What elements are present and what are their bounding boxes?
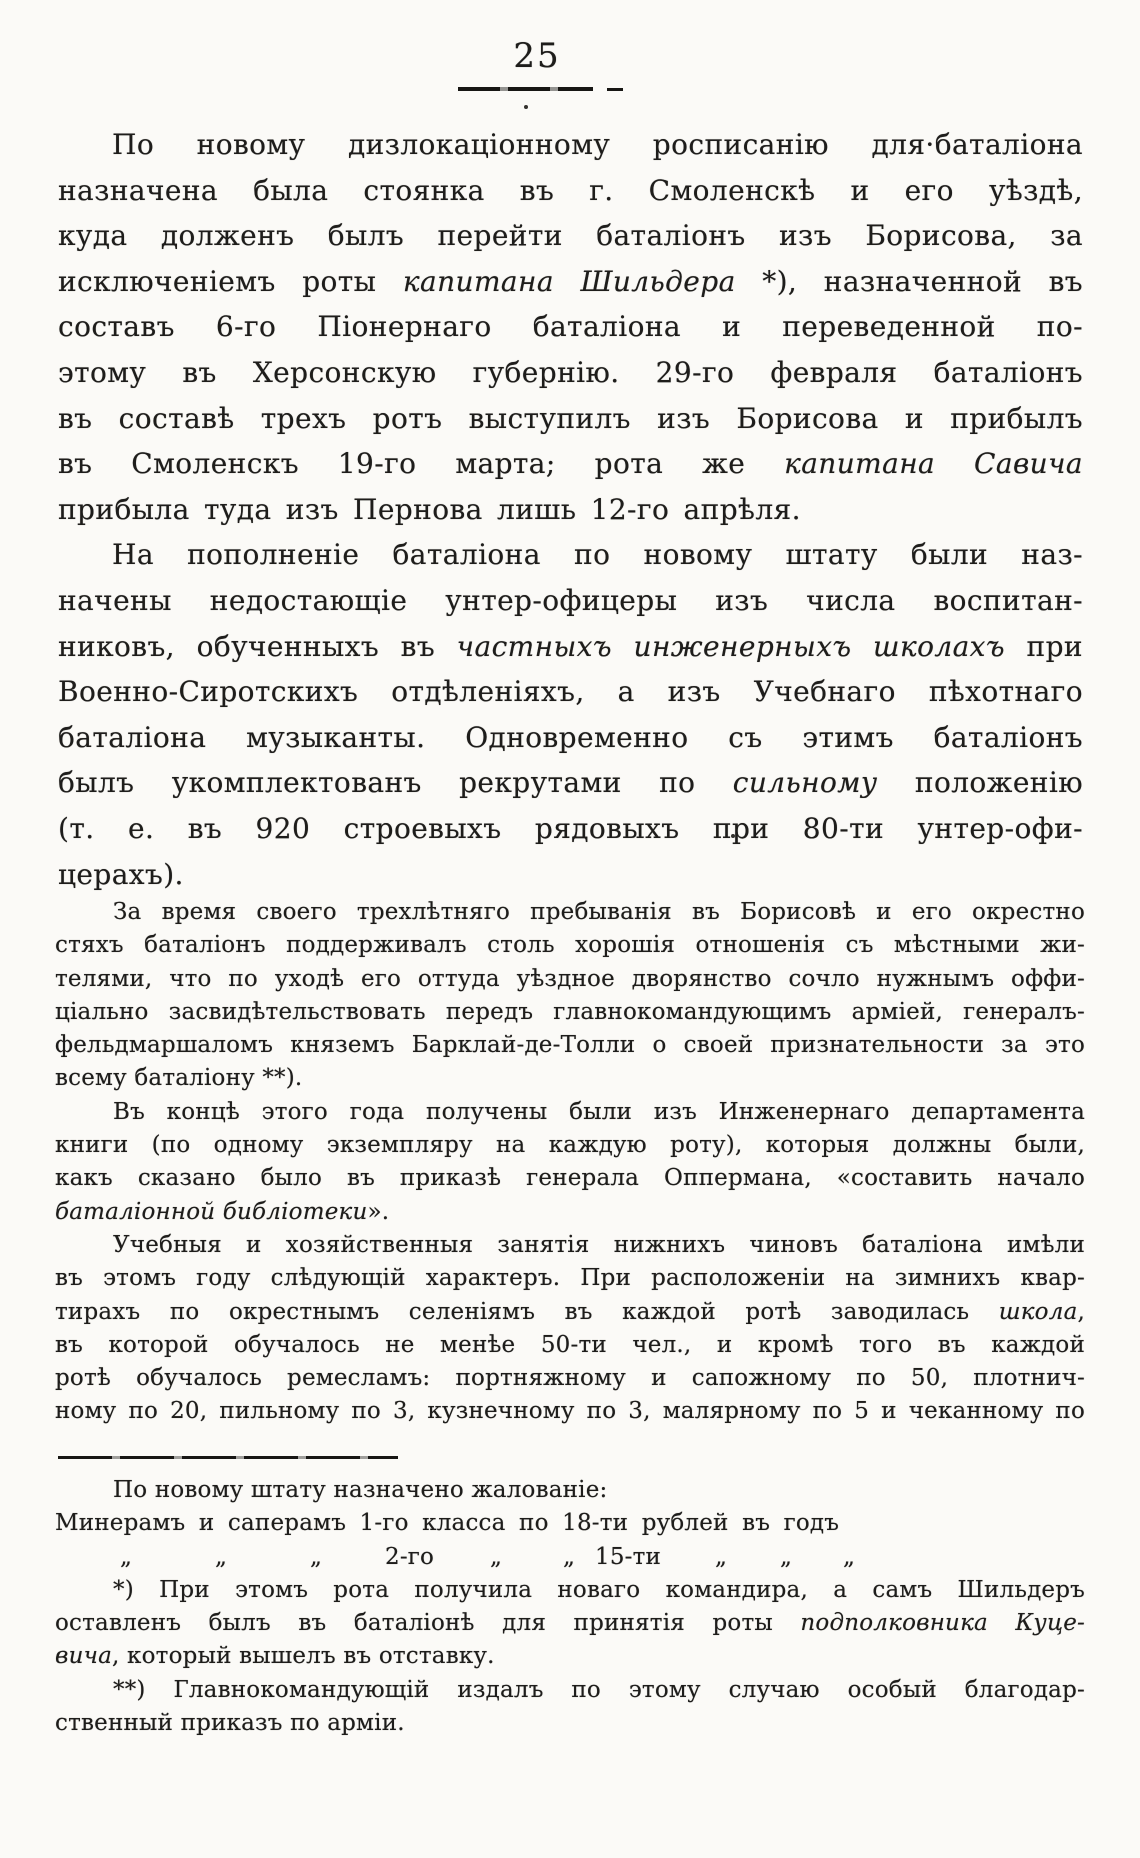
text-line: книги (по одному экземпляру на каждую роту), которыя должны были, [55, 1132, 1085, 1159]
page-header [0, 36, 1074, 76]
text-line: исключеніемъ роты капитана Шильдера *), назначенной въ [58, 264, 1083, 298]
ditto-mark: „ [843, 1543, 856, 1570]
text-line: По новому дизлокаціонному росписанію для·баталіона [112, 128, 1083, 161]
ditto-line [55, 1541, 1085, 1574]
footnote-rule [58, 1456, 398, 1459]
text-line: никовъ, обученныхъ въ частныхъ инженерныхъ школахъ при [58, 629, 1083, 663]
ditto-mark: „ [310, 1543, 323, 1570]
text-line: **) Главнокомандующій издалъ по этому случаю особый благодар- [113, 1676, 1085, 1703]
text-line: фельдмаршаломъ княземъ Барклай-де-Толли о своей признательности за это [55, 1032, 1085, 1059]
ditto-mark: 15-ти [595, 1543, 662, 1570]
footnote-lines [55, 1474, 1085, 1740]
text-line: былъ укомплектованъ рекрутами по сильному положенію [58, 766, 1084, 800]
text-line: На пополненіе баталіона по новому штату были наз- [112, 538, 1083, 572]
text-line: ціально засвидѣтельствовать передъ главнокомандующимъ арміей, генералъ- [55, 998, 1085, 1025]
ditto-mark: 2-го [385, 1543, 435, 1570]
text-line: Минерамъ и саперамъ 1-го класса по 18-ти рублей въ годъ [55, 1510, 840, 1537]
text-line: всему баталіону **). [55, 1065, 303, 1092]
text-line: ротѣ обучалось ремесламъ: портняжному и сапожному по 50, плотнич- [55, 1365, 1085, 1392]
ditto-mark: „ [215, 1543, 228, 1570]
note-paragraph-1 [55, 896, 1085, 1096]
text-line: баталіонной библіотеки». [55, 1198, 390, 1225]
text-line: вича, который вышелъ въ отставку. [55, 1643, 495, 1670]
text-line: начены недостающіе унтер-офицеры изъ числа воспитан- [58, 583, 1083, 617]
text-line: назначена была стоянка въ г. Смоленскѣ и его уѣздѣ, [58, 173, 1083, 207]
main-text [58, 122, 1083, 897]
text-line: За время своего трехлѣтняго пребыванія въ Борисовѣ и его окрестно [113, 899, 1085, 925]
text-line: оставленъ былъ въ баталіонѣ для принятія роты подполковника Куце- [55, 1610, 1085, 1637]
text-line: баталіона музыканты. Одновременно съ этимъ баталіонъ [58, 720, 1083, 754]
text-line: тирахъ по окрестнымъ селеніямъ въ каждой ротѣ заводилась школа, [55, 1298, 1085, 1325]
text-line: (т. е. въ 920 строевыхъ рядовыхъ при 80-ти унтер-офи- [58, 811, 1083, 845]
paragraph-2 [58, 532, 1083, 897]
text-line: въ этомъ году слѣдующій характеръ. При расположеніи на зимнихъ квар- [55, 1265, 1085, 1292]
text-line: Военно-Сиротскихъ отдѣленіяхъ, а изъ Учебнаго пѣхотнаго [58, 675, 1083, 709]
paragraph-1 [58, 122, 1083, 532]
text-line: Учебныя и хозяйственныя занятія нижнихъ чиновъ баталіона имѣли [113, 1231, 1085, 1258]
text-line: ному по 20, пильному по 3, кузнечному по 3, малярному по 5 и чеканному по [55, 1398, 1085, 1425]
text-line: въ которой обучалось не менѣе 50-ти чел., и кромѣ того въ каждой [55, 1331, 1085, 1358]
ditto-mark: „ [563, 1543, 576, 1570]
text-line: въ Смоленскъ 19-го марта; рота же капитана Савича [58, 447, 1083, 481]
text-line: Въ концѣ этого года получены были изъ Инженернаго департамента [113, 1098, 1085, 1125]
ink-speck [524, 105, 528, 109]
text-line: составъ 6-го Піонернаго баталіона и переведенной по- [58, 310, 1083, 344]
text-line: прибыла туда изъ Пернова лишь 12-го апрѣля. [58, 492, 801, 526]
footnote [55, 1474, 1085, 1740]
text-line: какъ сказано было въ приказѣ генерала Оппермана, «составить начало [55, 1165, 1085, 1192]
note-paragraph-3 [55, 1229, 1085, 1429]
text-line: По новому штату назначено жалованіе: [113, 1477, 608, 1503]
ditto-mark: „ [490, 1543, 503, 1570]
text-line: *) При этомъ рота получила новаго командира, а самъ Шильдеръ [113, 1576, 1085, 1603]
note-paragraph-2 [55, 1096, 1085, 1229]
text-line: ственный приказъ по арміи. [55, 1710, 405, 1737]
ditto-mark: „ [780, 1543, 793, 1570]
header-rule-dash [607, 88, 623, 91]
text-line: этому въ Херсонскую губернію. 29-го февраля баталіонъ [58, 355, 1083, 389]
text-line: церахъ). [58, 857, 184, 891]
page-number: 25 [513, 36, 561, 76]
text-line: телями, что по уходѣ его оттуда уѣздное дворянство сочло нужнымъ оффи- [55, 965, 1085, 992]
text-line: куда долженъ былъ перейти баталіонъ изъ Борисова, за [58, 219, 1083, 253]
text-line: стяхъ баталіонъ поддерживалъ столь хорошія отношенія съ мѣстными жи- [55, 932, 1085, 959]
ditto-mark: „ [120, 1543, 133, 1570]
ditto-mark: „ [715, 1543, 728, 1570]
text-line: въ составѣ трехъ ротъ выступилъ изъ Борисова и прибылъ [58, 401, 1083, 435]
small-text [55, 896, 1085, 1429]
header-rule [458, 87, 593, 91]
